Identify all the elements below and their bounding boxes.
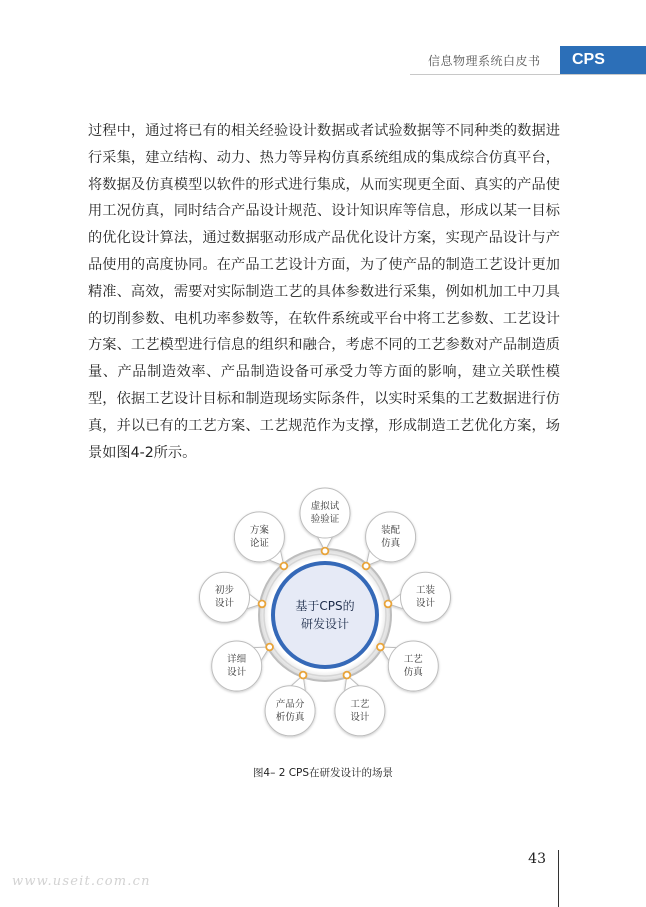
node-label-line2: 设计 [227, 667, 247, 678]
connector-dot [322, 548, 329, 555]
node-label-line2: 仿真 [403, 667, 423, 678]
page-number: 43 [528, 851, 546, 867]
node-label-line1: 虚拟试 [310, 501, 340, 512]
node-label-line1: 工艺 [350, 698, 370, 710]
cps-rd-diagram [175, 487, 475, 755]
node-label-line1: 产品分 [275, 698, 305, 710]
node-label-line1: 详细 [227, 654, 247, 665]
node-scheme-demonstration [234, 512, 284, 562]
node-detailed-design [212, 641, 262, 691]
node-label-line2: 设计 [415, 598, 435, 610]
node-process-sim [388, 641, 438, 691]
running-header-title: 信息物理系统白皮书 [428, 54, 541, 68]
header-badge: CPS [560, 46, 646, 74]
figure-caption: 图4– 2 CPS在研发设计的场景 [252, 767, 394, 779]
node-product-analysis-sim [265, 686, 315, 736]
center-label [280, 594, 370, 636]
connector-dot [281, 563, 288, 570]
connector-dot [259, 601, 266, 608]
node-label-line1: 工装 [415, 585, 435, 597]
node-process-design [335, 686, 385, 736]
connector-dot [266, 644, 273, 651]
node-label-line2: 设计 [214, 598, 234, 610]
page-number-rule [558, 850, 559, 907]
node-label-line1: 初步 [214, 585, 234, 597]
node-label-line2: 验验证 [310, 514, 340, 525]
node-label-line2: 仿真 [381, 537, 401, 549]
node-label-line1: 工艺 [403, 654, 423, 665]
connector-dot [377, 644, 384, 651]
node-label-line2: 论证 [249, 537, 269, 549]
connector-dot [344, 672, 351, 679]
connector-dot [385, 601, 392, 608]
watermark: www.useit.com.cn [12, 874, 151, 889]
node-assembly-sim [366, 512, 416, 562]
header-divider [410, 74, 646, 75]
body-paragraph: 过程中，通过将已有的相关经验设计数据或者试验数据等不同种类的数据进行采集，建立结构、动力、热力等异构仿真系统组成的集成综合仿真平台，将数据及仿真模型以软件的形式进行集成，从而实现更全面、真实的产品使用工况仿真，同时结合产品设计规范、设计知识库等信息，形成以某一目标的优化设计算法，通过数据驱动形成产品优化设计方案，实现产品设计与产品使用的高度协同。在产品工艺设计方面，为了使产品的制造工艺设计更加精准、高效，需要对实际制造工艺的具体参数进行采集，例如机加工中刀具的切削参数、电机功率参数等，在软件系统或平台中将工艺参数、工艺设计方案、工艺模型进行信息的组织和融合，考虑不同的工艺参数对产品制造质量、产品制造效率、产品制造设备可承受力等方面的影响，建立关联性模型，依据工艺设计目标和制造现场实际条件，以实时采集的工艺数据进行仿真，并以已有的工艺方案、工艺规范作为支撑，形成制造工艺优化方案，场景如图4-2所示。 [88, 123, 560, 461]
node-preliminary-design [200, 572, 250, 622]
node-label-line2: 设计 [350, 711, 370, 723]
node-label-line2: 析仿真 [275, 711, 305, 723]
node-tooling-design [401, 572, 451, 622]
node-virtual-test [300, 488, 350, 538]
center-label-line2: 研发设计 [300, 617, 349, 631]
node-label-line1: 方案 [249, 524, 269, 536]
connector-dot [300, 672, 307, 679]
center-label-line1: 基于CPS的 [295, 599, 355, 613]
node-label-line1: 装配 [381, 524, 401, 536]
connector-dot [363, 563, 370, 570]
